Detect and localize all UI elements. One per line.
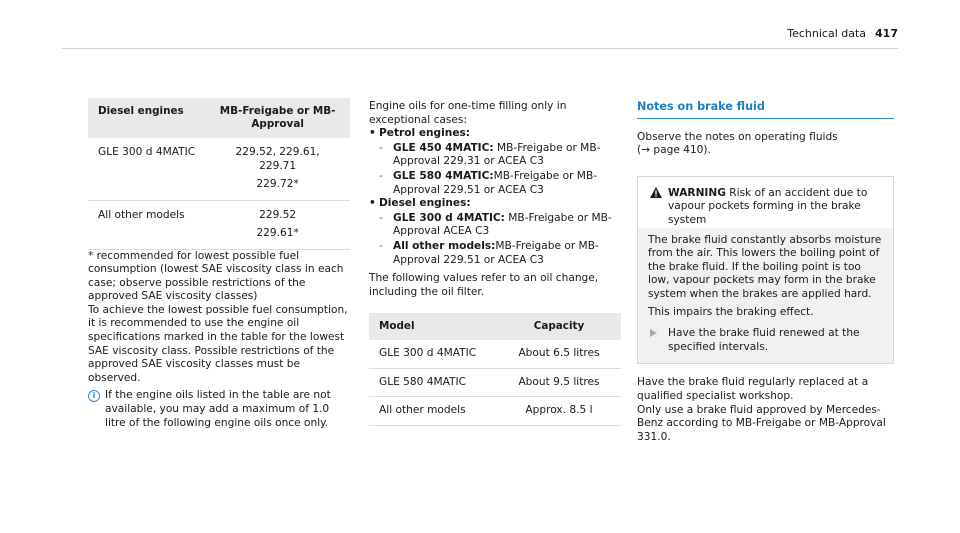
diesel-oil-table <box>88 98 350 250</box>
table-cell-model: GLE 580 4MATIC <box>369 368 495 397</box>
dash-icon: - <box>379 169 383 182</box>
approval-value: 229.61* <box>256 227 299 239</box>
dash-icon: - <box>379 141 383 154</box>
table-row <box>369 340 621 368</box>
page-reference-link[interactable]: (→ page 410). <box>637 144 711 157</box>
table-cell-model: All other models <box>88 200 203 249</box>
column-1 <box>88 98 350 430</box>
table-header-cell: Model <box>369 313 495 340</box>
bullet-icon: • <box>369 127 376 140</box>
action-step <box>648 327 883 354</box>
capacity-table <box>369 313 621 426</box>
header-divider <box>62 48 898 49</box>
oil-spec: MB-Freigabe or MB-Approval 229.31 or ACEA C3 <box>393 141 601 168</box>
model-name: GLE 300 d 4MATIC: <box>393 211 505 224</box>
oil-change-note: The following values refer to an oil change, including the oil filter. <box>369 272 599 298</box>
info-icon: i <box>88 390 100 402</box>
table-row <box>88 138 350 200</box>
table-header-row <box>369 313 621 340</box>
list-item <box>379 240 621 267</box>
info-note <box>88 389 350 430</box>
action-arrow-icon <box>650 329 657 337</box>
list-item <box>369 197 621 211</box>
table-header-cell: Diesel engines <box>88 98 203 138</box>
observe-text: Observe the notes on operating fluids <box>637 130 838 143</box>
warning-label: WARNING <box>668 186 726 199</box>
approval-value: 229.52, 229.61, <box>235 146 320 158</box>
warning-icon <box>650 187 662 198</box>
table-cell-approval <box>203 138 350 200</box>
table-row <box>369 368 621 397</box>
table-cell-capacity: Approx. 8.5 l <box>495 397 621 426</box>
table-cell-model: All other models <box>369 397 495 426</box>
closing-text: Only use a brake fluid approved by Mercedes-Benz according to MB-Freigabe or MB-Approval 331.0. <box>637 403 886 443</box>
warning-title: Risk of an accident due to vapour pockets forming in the brake system <box>668 186 868 226</box>
observe-note <box>637 131 894 158</box>
warning-box <box>637 176 894 365</box>
oil-spec: MB-Freigabe or MB-Approval 229.51 or ACEA C3 <box>393 239 599 266</box>
oil-spec: MB-Freigabe or MB-Approval ACEA C3 <box>393 211 612 238</box>
info-note-text: If the engine oils listed in the table are not available, you may add a maximum of 1.0 litre of the following engine oils once only. <box>105 389 331 429</box>
advice-paragraph: To achieve the lowest possible fuel consumption, it is recommended to use the engine oil specifications marked in the table for the lowest SAE viscosity class. Possible restrictions of the approved SAE viscosity classes must be observed. <box>88 303 348 384</box>
approval-value: 229.71 <box>259 159 297 172</box>
model-name: GLE 450 4MATIC: <box>393 141 494 154</box>
table-header-cell: Capacity <box>495 313 621 340</box>
warning-header <box>638 177 893 228</box>
engine-oil-list <box>369 127 621 267</box>
bullet-icon: • <box>369 197 376 210</box>
table-row <box>88 200 350 249</box>
warning-paragraph: This impairs the braking effect. <box>648 305 814 318</box>
list-item <box>379 212 621 239</box>
model-name: All other models: <box>393 239 496 252</box>
oil-spec: MB-Freigabe or MB-Approval 229.51 or ACEA C3 <box>393 169 598 196</box>
warning-body <box>638 228 893 364</box>
column-3 <box>637 100 894 444</box>
list-heading: Diesel engines: <box>379 197 471 210</box>
dash-icon: - <box>379 211 383 224</box>
page-number: 417 <box>875 27 898 40</box>
table-row <box>369 397 621 426</box>
table-cell-capacity: About 9.5 litres <box>495 368 621 397</box>
list-item <box>369 127 621 141</box>
footnote: * recommended for lowest possible fuel consumption (lowest SAE viscosity class in each case; observe possible restrictions of the approved SAE viscosity classes) <box>88 249 344 303</box>
section-heading: Notes on brake fluid <box>637 100 894 119</box>
dash-icon: - <box>379 239 383 252</box>
approval-value: 229.52 <box>259 208 297 221</box>
column-2 <box>369 100 621 426</box>
table-header-row <box>88 98 350 138</box>
list-item <box>379 170 621 197</box>
list-heading: Petrol engines: <box>379 127 471 140</box>
warning-paragraph: The brake fluid constantly absorbs moisture from the air. This lowers the boiling point of the brake fluid. If the boiling point is too low, vapour pockets may form in the brake system when the brakes are applied hard. <box>648 233 882 300</box>
action-text: Have the brake fluid renewed at the specified intervals. <box>668 327 860 353</box>
table-cell-capacity: About 6.5 litres <box>495 340 621 368</box>
closing-text: Have the brake fluid regularly replaced at a qualified specialist workshop. <box>637 376 869 402</box>
table-cell-model: GLE 300 d 4MATIC <box>88 138 203 200</box>
closing-paragraph <box>637 376 894 444</box>
list-item <box>379 142 621 169</box>
table-header-cell: MB-Freigabe or MB-Approval <box>203 98 350 138</box>
table-cell-model: GLE 300 d 4MATIC <box>369 340 495 368</box>
model-name: GLE 580 4MATIC: <box>393 169 494 182</box>
page-header <box>787 27 898 41</box>
approval-value: 229.72* <box>256 178 299 190</box>
table-cell-approval <box>203 200 350 249</box>
section-title: Technical data <box>787 27 867 40</box>
exceptional-oils-intro: Engine oils for one-time filling only in exceptional cases: <box>369 100 567 126</box>
